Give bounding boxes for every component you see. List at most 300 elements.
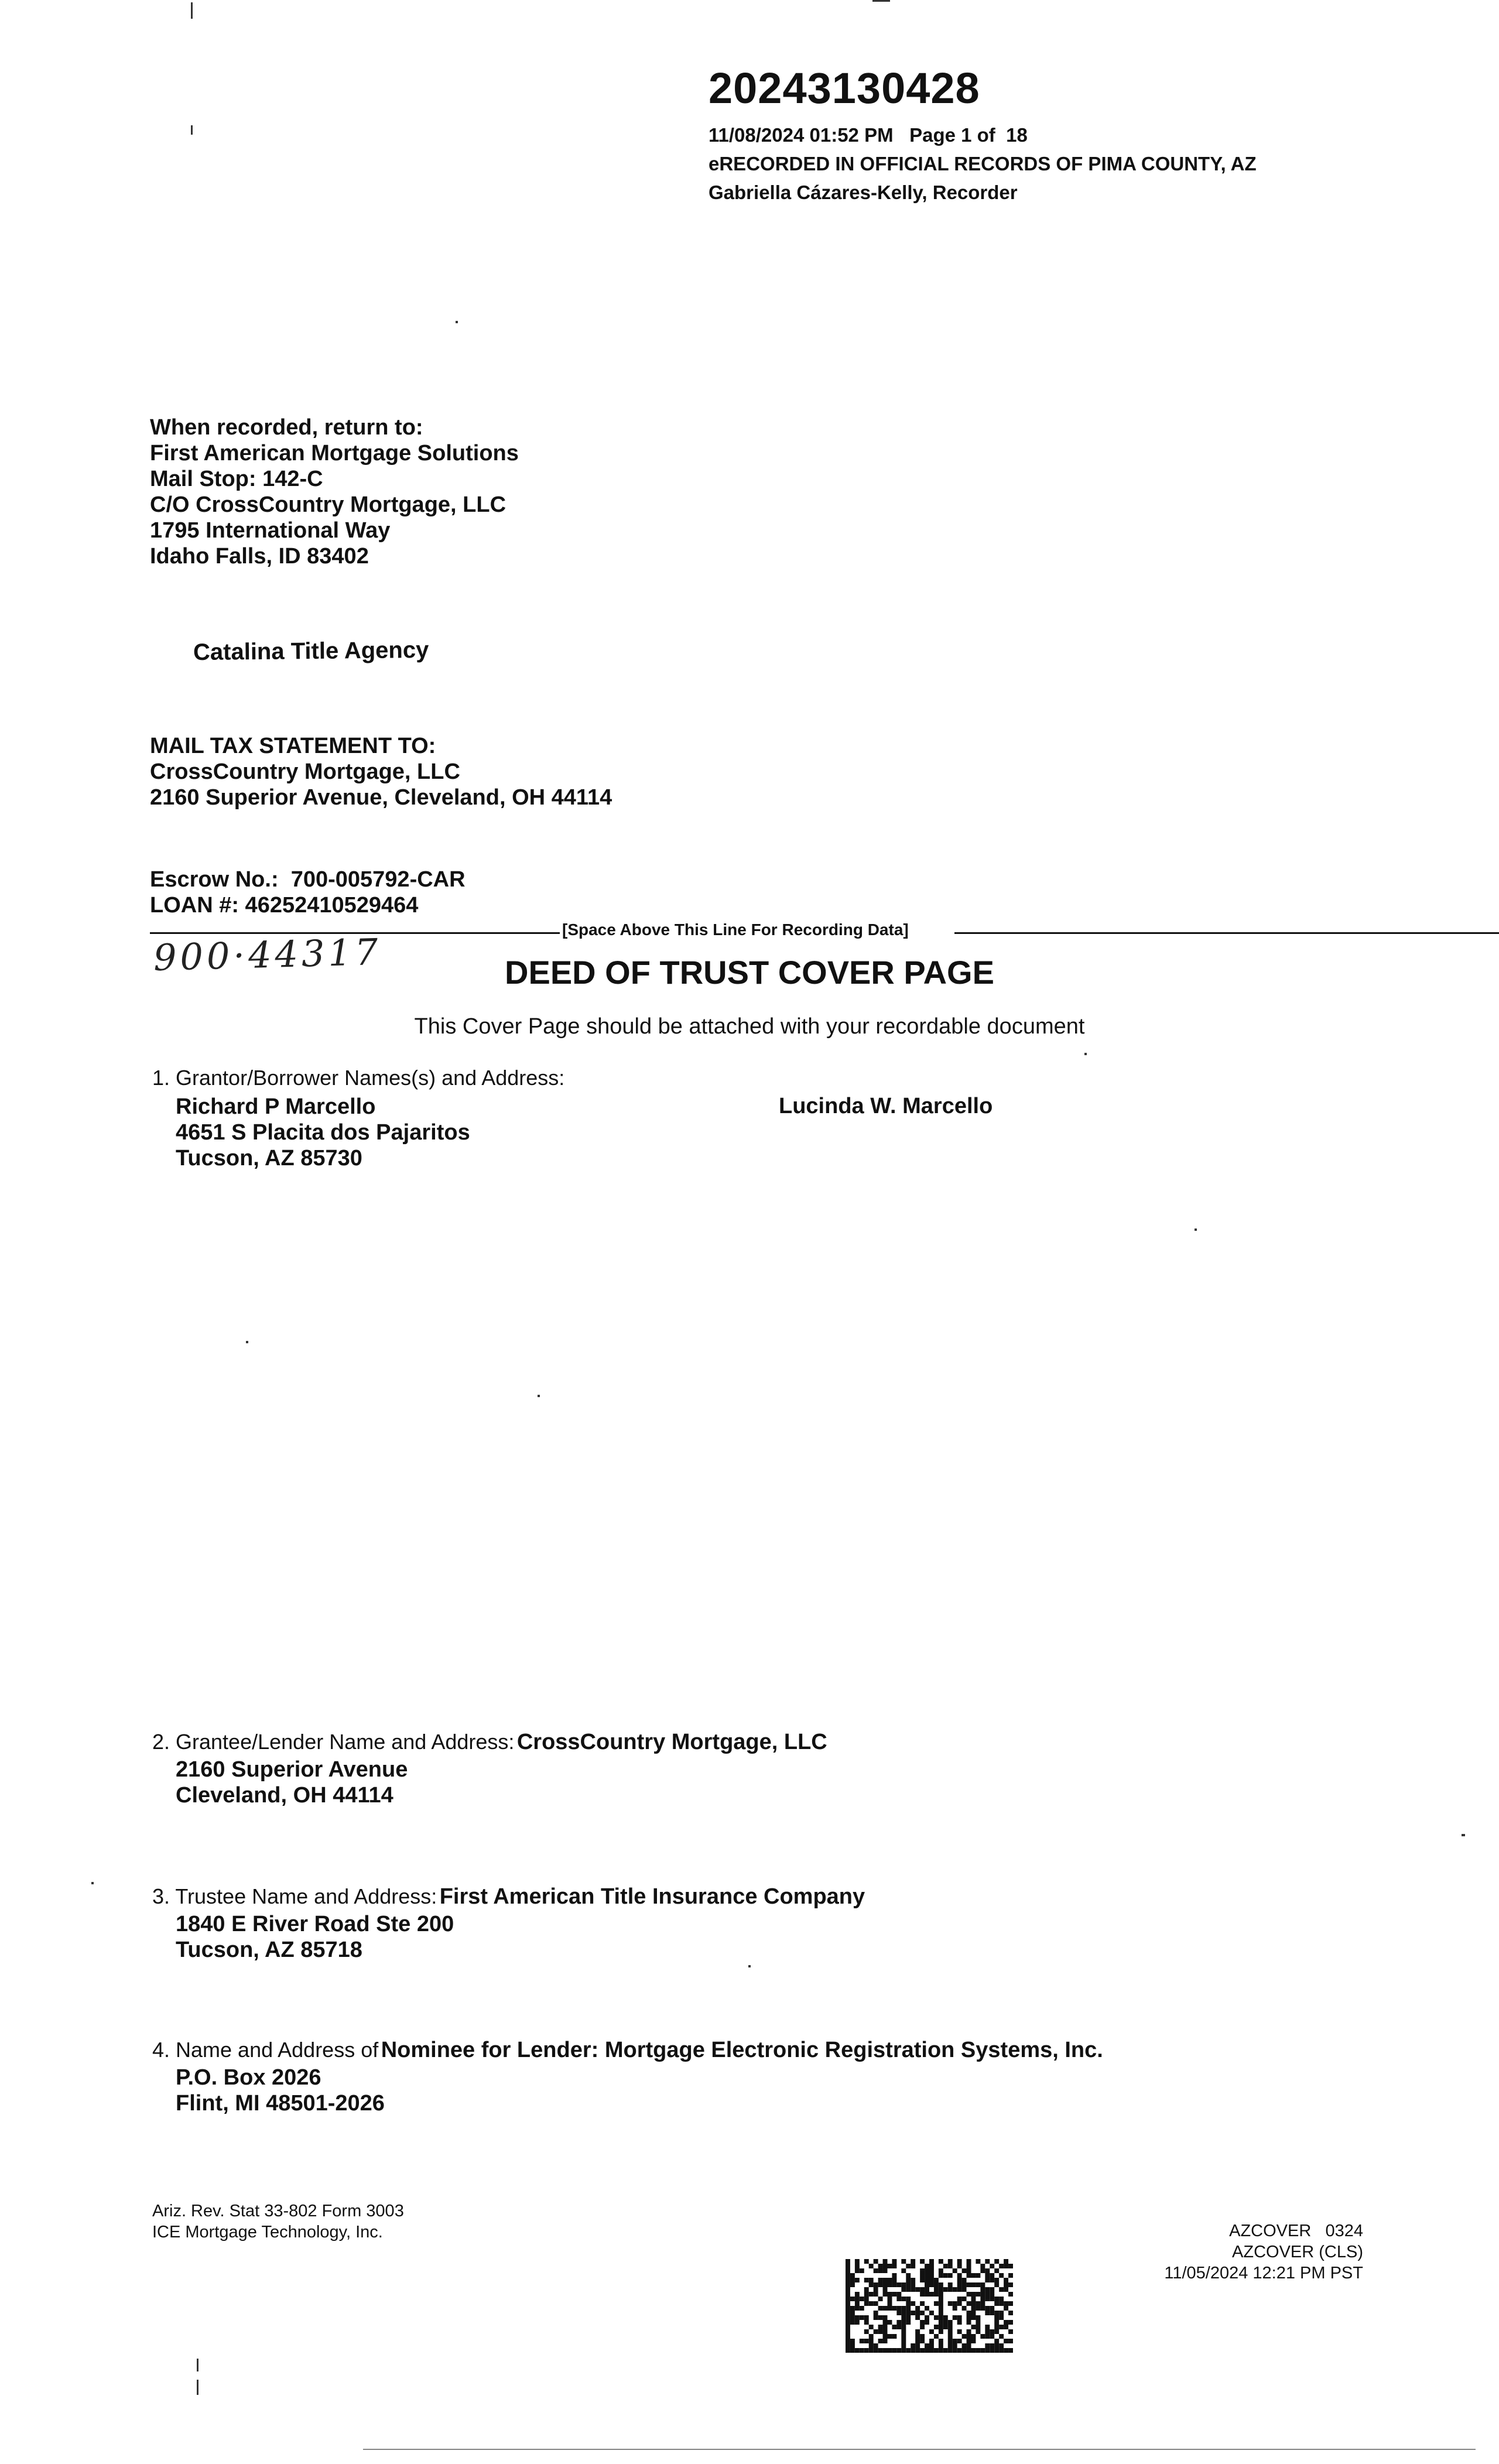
barcode-module — [915, 2348, 920, 2353]
barcode-module — [934, 2348, 939, 2353]
barcode-module — [888, 2278, 892, 2282]
barcode-module — [943, 2320, 948, 2325]
barcode-module — [1004, 2348, 1008, 2353]
barcode-module — [925, 2268, 929, 2273]
barcode-module — [1008, 2339, 1013, 2343]
return-to-block — [150, 415, 519, 569]
barcode-module — [860, 2348, 864, 2353]
barcode-module — [1008, 2329, 1013, 2334]
barcode-module — [957, 2273, 962, 2278]
barcode-module — [957, 2339, 962, 2343]
barcode-module — [925, 2343, 929, 2348]
barcode-module — [1004, 2259, 1008, 2264]
barcode-module — [888, 2282, 892, 2287]
barcode-module — [934, 2278, 939, 2282]
barcode-module — [985, 2311, 990, 2315]
barcode-module — [925, 2278, 929, 2282]
return-to-line: Mail Stop: 142-C — [150, 467, 323, 491]
barcode-module — [874, 2292, 878, 2297]
barcode-module — [925, 2292, 929, 2297]
barcode-module — [869, 2292, 874, 2297]
barcode-module — [869, 2339, 874, 2343]
barcode-module — [874, 2348, 878, 2353]
tax-statement-heading: MAIL TAX STATEMENT TO: — [150, 734, 436, 758]
barcode-module — [855, 2259, 860, 2264]
barcode-module — [874, 2259, 878, 2264]
barcode-module — [967, 2292, 971, 2297]
barcode-module — [896, 2297, 901, 2301]
barcode-module — [846, 2306, 850, 2311]
barcode-module — [948, 2339, 953, 2343]
barcode-module — [971, 2339, 976, 2343]
scan-mark — [191, 125, 193, 135]
barcode-module — [850, 2320, 855, 2325]
barcode-module — [985, 2325, 990, 2329]
barcode-module — [990, 2278, 994, 2282]
barcode-module — [929, 2329, 934, 2334]
barcode-module — [920, 2339, 925, 2343]
barcode-module — [994, 2339, 999, 2343]
barcode-module — [920, 2278, 925, 2282]
barcode-module — [948, 2273, 953, 2278]
barcode-module — [957, 2259, 962, 2264]
barcode-module — [892, 2278, 896, 2282]
barcode-module — [939, 2315, 943, 2320]
barcode-module — [896, 2320, 901, 2325]
barcode-module — [934, 2292, 939, 2297]
barcode-module — [948, 2348, 953, 2353]
barcode-module — [915, 2329, 920, 2334]
barcode-module — [994, 2297, 999, 2301]
barcode-module — [990, 2287, 994, 2292]
barcode-module — [920, 2301, 925, 2306]
barcode-module — [948, 2287, 953, 2292]
grantee-label: 2. Grantee/Lender Name and Address: — [152, 1730, 515, 1754]
barcode-module — [920, 2292, 925, 2297]
barcode-module — [948, 2282, 953, 2287]
scan-mark — [456, 321, 458, 323]
barcode-module — [985, 2329, 990, 2334]
barcode-module — [971, 2348, 976, 2353]
barcode-module — [943, 2315, 948, 2320]
barcode-module — [971, 2297, 976, 2301]
barcode-module — [976, 2320, 980, 2325]
barcode-module — [994, 2278, 999, 2282]
scan-mark — [1195, 1228, 1197, 1231]
barcode-module — [901, 2306, 906, 2311]
barcode-module — [939, 2297, 943, 2301]
barcode-module — [957, 2301, 962, 2306]
recording-number: 20243130428 — [709, 64, 980, 112]
barcode-module — [864, 2315, 869, 2320]
barcode-module — [990, 2334, 994, 2339]
nominee-po-box: P.O. Box 2026 — [176, 2065, 321, 2090]
barcode-module — [883, 2282, 888, 2287]
barcode-module — [967, 2343, 971, 2348]
barcode-module — [850, 2297, 855, 2301]
barcode-module — [901, 2259, 906, 2264]
barcode-module — [892, 2348, 896, 2353]
barcode-module — [901, 2348, 906, 2353]
scan-mark — [1084, 1053, 1087, 1055]
barcode-module — [911, 2343, 915, 2348]
barcode-module — [999, 2264, 1004, 2268]
return-to-line: C/O CrossCountry Mortgage, LLC — [150, 492, 506, 517]
barcode-module — [901, 2334, 906, 2339]
tax-statement-line: CrossCountry Mortgage, LLC — [150, 759, 460, 784]
grantor-street: 4651 S Placita dos Pajaritos — [176, 1120, 470, 1145]
barcode-module — [957, 2348, 962, 2353]
barcode-module — [901, 2287, 906, 2292]
barcode-module — [976, 2301, 980, 2306]
barcode-module — [953, 2306, 957, 2311]
barcode-module — [846, 2343, 850, 2348]
barcode-module — [980, 2264, 985, 2268]
trustee-city: Tucson, AZ 85718 — [176, 1938, 362, 1962]
barcode-module — [925, 2320, 929, 2325]
barcode-module — [855, 2264, 860, 2268]
barcode-module — [911, 2287, 915, 2292]
barcode-module — [855, 2292, 860, 2297]
barcode-module — [920, 2348, 925, 2353]
barcode-module — [929, 2268, 934, 2273]
barcode-module — [846, 2287, 850, 2292]
barcode-module — [901, 2282, 906, 2287]
title-agency-stamp: Catalina Title Agency — [193, 636, 429, 666]
barcode-module — [920, 2287, 925, 2292]
barcode-module — [971, 2311, 976, 2315]
barcode-module — [967, 2311, 971, 2315]
barcode-module — [911, 2278, 915, 2282]
trustee-street: 1840 E River Road Ste 200 — [176, 1912, 454, 1936]
barcode-module — [999, 2334, 1004, 2339]
barcode-module — [994, 2348, 999, 2353]
barcode-module — [915, 2343, 920, 2348]
barcode-module — [1004, 2278, 1008, 2282]
barcode-module — [855, 2306, 860, 2311]
grantor-name: Richard P Marcello — [176, 1094, 376, 1119]
barcode-module — [929, 2292, 934, 2297]
barcode-module — [934, 2301, 939, 2306]
barcode-module — [976, 2306, 980, 2311]
barcode-module — [892, 2259, 896, 2264]
barcode-module — [878, 2306, 883, 2311]
scan-mark — [872, 0, 890, 2]
barcode-module — [864, 2301, 869, 2306]
barcode-module — [846, 2282, 850, 2287]
barcode-module — [855, 2348, 860, 2353]
barcode-module — [846, 2297, 850, 2301]
barcode-module — [990, 2329, 994, 2334]
form-code-cls: AZCOVER (CLS) — [1232, 2243, 1363, 2261]
barcode-module — [985, 2268, 990, 2273]
escrow-number: Escrow No.: 700-005792-CAR — [150, 867, 466, 892]
barcode-module — [985, 2306, 990, 2311]
barcode-module — [888, 2320, 892, 2325]
barcode-module — [962, 2343, 967, 2348]
barcode-module — [967, 2348, 971, 2353]
barcode-module — [850, 2278, 855, 2282]
barcode-module — [1004, 2325, 1008, 2329]
barcode-module — [929, 2273, 934, 2278]
grantor-city: Tucson, AZ 85730 — [176, 1146, 362, 1171]
barcode-module — [943, 2273, 948, 2278]
barcode-module — [892, 2273, 896, 2278]
barcode-module — [939, 2268, 943, 2273]
barcode-module — [985, 2273, 990, 2278]
barcode-module — [953, 2339, 957, 2343]
barcode-module — [850, 2306, 855, 2311]
barcode-module — [888, 2292, 892, 2297]
barcode-module — [1008, 2320, 1013, 2325]
barcode-module — [846, 2329, 850, 2334]
barcode-module — [888, 2264, 892, 2268]
barcode-module — [934, 2315, 939, 2320]
barcode-module — [976, 2329, 980, 2334]
barcode-module — [948, 2334, 953, 2339]
barcode-module — [967, 2259, 971, 2264]
barcode-module — [878, 2339, 883, 2343]
document-subtitle: This Cover Page should be attached with your recordable document — [414, 1014, 1085, 1039]
barcode-module — [878, 2348, 883, 2353]
grantee-address — [176, 1757, 408, 1808]
barcode-module — [855, 2320, 860, 2325]
barcode-module — [864, 2320, 869, 2325]
barcode-module — [846, 2264, 850, 2268]
barcode-module — [906, 2282, 911, 2287]
handwritten-note: 900·44317 — [153, 930, 382, 980]
barcode-module — [967, 2329, 971, 2334]
barcode-module — [892, 2306, 896, 2311]
barcode-module — [939, 2282, 943, 2287]
barcode-module — [911, 2282, 915, 2287]
barcode-module — [967, 2282, 971, 2287]
barcode-module — [990, 2311, 994, 2315]
barcode-module — [939, 2311, 943, 2315]
barcode-module — [943, 2348, 948, 2353]
barcode-module — [953, 2343, 957, 2348]
barcode-module — [962, 2282, 967, 2287]
barcode-module — [925, 2264, 929, 2268]
barcode-module — [976, 2282, 980, 2287]
barcode-module — [878, 2264, 883, 2268]
barcode-module — [920, 2259, 925, 2264]
barcode-module — [980, 2306, 985, 2311]
barcode-module — [1008, 2311, 1013, 2315]
barcode-module — [939, 2348, 943, 2353]
barcode-module — [901, 2329, 906, 2334]
barcode-module — [906, 2297, 911, 2301]
barcode-module — [980, 2292, 985, 2297]
barcode-module — [892, 2334, 896, 2339]
recording-info — [709, 121, 1257, 207]
barcode-module — [869, 2334, 874, 2339]
barcode-module — [1008, 2273, 1013, 2278]
barcode-module — [967, 2339, 971, 2343]
barcode-module — [971, 2334, 976, 2339]
barcode-module — [994, 2282, 999, 2287]
barcode-module — [971, 2325, 976, 2329]
barcode-module — [925, 2306, 929, 2311]
barcode-module — [874, 2287, 878, 2292]
barcode-module — [980, 2297, 985, 2301]
barcode-module — [948, 2320, 953, 2325]
barcode-module — [896, 2306, 901, 2311]
barcode-module — [896, 2311, 901, 2315]
barcode-module — [855, 2278, 860, 2282]
barcode-module — [883, 2264, 888, 2268]
barcode-module — [860, 2339, 864, 2343]
barcode-module — [911, 2301, 915, 2306]
barcode-module — [962, 2268, 967, 2273]
barcode-module — [901, 2297, 906, 2301]
barcode-module — [967, 2301, 971, 2306]
barcode-module — [999, 2301, 1004, 2306]
barcode-module — [999, 2325, 1004, 2329]
barcode-module — [971, 2282, 976, 2287]
barcode-module — [864, 2278, 869, 2282]
barcode-module — [934, 2287, 939, 2292]
nominee-section — [152, 2038, 1103, 2063]
barcode-module — [994, 2259, 999, 2264]
barcode-module — [962, 2287, 967, 2292]
scan-mark — [197, 2380, 199, 2395]
barcode-module — [860, 2306, 864, 2311]
barcode-module — [957, 2264, 962, 2268]
barcode-module — [883, 2287, 888, 2292]
recorder-name: Gabriella Cázares-Kelly, Recorder — [709, 182, 1018, 203]
grantor-label: 1. Grantor/Borrower Names(s) and Address: — [152, 1066, 565, 1090]
form-timestamp: 11/05/2024 12:21 PM PST — [1164, 2264, 1363, 2282]
barcode-module — [994, 2320, 999, 2325]
barcode-module — [943, 2325, 948, 2329]
barcode-module — [892, 2282, 896, 2287]
barcode-module — [980, 2334, 985, 2339]
form-vendor: ICE Mortgage Technology, Inc. — [152, 2223, 383, 2241]
barcode-module — [948, 2343, 953, 2348]
barcode-module — [999, 2273, 1004, 2278]
form-code: AZCOVER 0324 — [1229, 2222, 1363, 2240]
barcode-module — [971, 2273, 976, 2278]
barcode-module — [920, 2273, 925, 2278]
barcode-module — [990, 2297, 994, 2301]
barcode-module — [850, 2343, 855, 2348]
barcode-module — [985, 2259, 990, 2264]
barcode-module — [846, 2259, 850, 2264]
return-to-line: First American Mortgage Solutions — [150, 441, 519, 466]
grantee-city: Cleveland, OH 44114 — [176, 1783, 393, 1808]
barcode-module — [901, 2320, 906, 2325]
barcode-module — [850, 2311, 855, 2315]
barcode-module — [850, 2273, 855, 2278]
barcode-module — [962, 2348, 967, 2353]
barcode-module — [925, 2273, 929, 2278]
barcode-module — [939, 2329, 943, 2334]
barcode-module — [883, 2320, 888, 2325]
barcode-module — [892, 2292, 896, 2297]
barcode-module — [850, 2315, 855, 2320]
barcode-module — [846, 2320, 850, 2325]
barcode-module — [878, 2278, 883, 2282]
barcode-module — [892, 2264, 896, 2268]
trustee-section — [152, 1884, 865, 1909]
barcode-module — [901, 2325, 906, 2329]
nominee-label: 4. Name and Address of — [152, 2038, 379, 2062]
barcode-module — [976, 2348, 980, 2353]
barcode-module — [939, 2287, 943, 2292]
barcode-module — [939, 2292, 943, 2297]
grantor-address — [176, 1094, 470, 1171]
barcode-module — [860, 2315, 864, 2320]
barcode-module — [901, 2343, 906, 2348]
barcode-module — [915, 2315, 920, 2320]
barcode-module — [883, 2278, 888, 2282]
barcode-module — [1008, 2264, 1013, 2268]
barcode-module — [878, 2282, 883, 2287]
barcode-module — [929, 2264, 934, 2268]
barcode-module — [971, 2301, 976, 2306]
grantee-street: 2160 Superior Avenue — [176, 1757, 408, 1782]
nominee-city: Flint, MI 48501-2026 — [176, 2091, 385, 2116]
barcode-module — [883, 2329, 888, 2334]
form-footer-left — [152, 2201, 404, 2243]
barcode-module — [869, 2348, 874, 2353]
barcode-module — [929, 2282, 934, 2287]
barcode-module — [901, 2339, 906, 2343]
barcode-module — [971, 2306, 976, 2311]
barcode-module — [855, 2268, 860, 2273]
barcode-module — [948, 2329, 953, 2334]
barcode-module — [976, 2273, 980, 2278]
barcode-module — [874, 2268, 878, 2273]
barcode-module — [906, 2311, 911, 2315]
barcode-module — [846, 2348, 850, 2353]
barcode-module — [874, 2282, 878, 2287]
barcode-module — [920, 2325, 925, 2329]
co-grantor-name: Lucinda W. Marcello — [779, 1094, 993, 1118]
barcode-module — [971, 2315, 976, 2320]
barcode-module — [985, 2343, 990, 2348]
nominee-name: Nominee for Lender: Mortgage Electronic Registration Systems, Inc. — [381, 2038, 1103, 2062]
scan-mark — [363, 2449, 1476, 2450]
barcode-module — [1008, 2301, 1013, 2306]
barcode-module — [874, 2329, 878, 2334]
barcode-module — [864, 2287, 869, 2292]
barcode-module — [994, 2329, 999, 2334]
barcode-module — [929, 2348, 934, 2353]
barcode-module — [846, 2273, 850, 2278]
barcode-module — [906, 2278, 911, 2282]
barcode-module — [874, 2311, 878, 2315]
return-to-heading: When recorded, return to: — [150, 415, 423, 440]
barcode-module — [915, 2334, 920, 2339]
barcode-module — [869, 2282, 874, 2287]
barcode-module — [864, 2297, 869, 2301]
barcode-module — [846, 2325, 850, 2329]
barcode-module — [980, 2282, 985, 2287]
barcode-module — [976, 2315, 980, 2320]
barcode-module — [967, 2268, 971, 2273]
barcode-module — [911, 2348, 915, 2353]
barcode-module — [864, 2348, 869, 2353]
return-to-line: Idaho Falls, ID 83402 — [150, 544, 369, 569]
barcode-module — [883, 2306, 888, 2311]
barcode-module — [994, 2268, 999, 2273]
scan-mark — [246, 1341, 248, 1343]
barcode-module — [864, 2292, 869, 2297]
barcode-module — [957, 2320, 962, 2325]
form-footer-right — [1164, 2220, 1363, 2284]
